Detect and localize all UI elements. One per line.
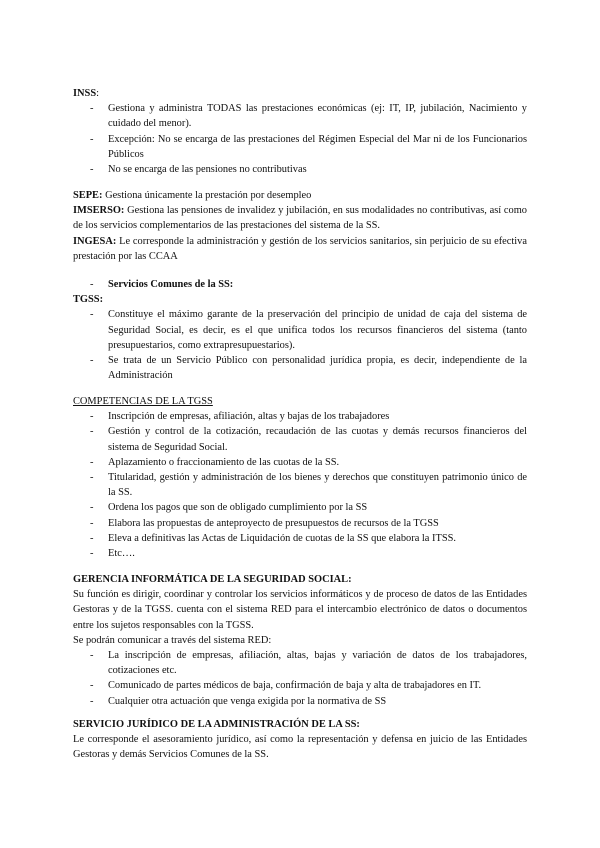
inss-section [73,86,527,177]
list-item: - Gestión y control de la cotización, recaudación de las cuotas y demás recursos financieros del sistema de Seguridad Social. [73,424,527,454]
competencias-list [73,409,527,561]
inss-colon: : [96,88,99,99]
list-item: - Excepción: No se encarga de las prestaciones del Régimen Especial del Mar ni de los Funcionarios Públicos [73,132,527,162]
gerencia-text-2: Se podrán comunicar a través del sistema RED: [73,634,272,646]
list-item: - Gestiona y administra TODAS las prestaciones económicas (ej: IT, IP, jubilación, Nacimiento y cuidado del menor). [73,101,527,131]
juridico-section [73,717,527,763]
list-item: - Ordena los pagos que son de obligado cumplimiento por la SS [73,500,527,515]
list-item: - Eleva a definitivas las Actas de Liquidación de cuotas de la SS que elabora la ITSS. [73,531,527,546]
list-item: - No se encarga de las pensiones no contributivas [73,162,527,177]
list-item: - Elabora las propuestas de anteproyecto de presupuestos de recursos de la TGSS [73,516,527,531]
sepe-text: Gestiona únicamente la prestación por desempleo [105,190,312,201]
list-item: - Cualquier otra actuación que venga exigida por la normativa de SS [73,694,527,709]
list-item: - Aplazamiento o fraccionamiento de las cuotas de la SS. [73,455,527,470]
ingesa-heading: INGESA: [73,235,117,247]
tgss-section [73,277,527,383]
sepe-paragraph [73,188,527,203]
ingesa-text: Le corresponde la administración y gestión de los servicios sanitarios, sin perjuicio de su efectiva prestación por las CCAA [73,235,527,262]
list-item: - Comunicado de partes médicos de baja, confirmación de baja y alta de trabajadores en IT. [73,678,527,693]
entities-section [73,188,527,264]
imserso-text: Gestiona las pensiones de invalidez y jubilación, en sus modalidades no contributivas, así como de los servicios complementarios de las prestaciones del sistema de la SS. [73,205,527,232]
juridico-text: Le corresponde el asesoramiento jurídico, así como la representación y defensa en juicio de las Entidades Gestoras y demás Servicios Comunes de la SS. [73,734,527,761]
list-item: - Inscripción de empresas, afiliación, altas y bajas de los trabajadores [73,409,527,424]
imserso-paragraph [73,203,527,233]
gerencia-section [73,572,527,709]
sepe-heading: SEPE: [73,190,103,201]
tgss-list [73,307,527,383]
list-item: - Constituye el máximo garante de la preservación del principio de unidad de caja del sistema de Seguridad Social, es decir, es el que unifica todos los recursos financieros del sistema (tanto presupuestarios, como extrapresupuestarios). [73,307,527,353]
gerencia-heading: GERENCIA INFORMÁTICA DE LA SEGURIDAD SOCIAL: [73,574,352,585]
ingesa-paragraph [73,234,527,264]
imserso-heading: IMSERSO: [73,205,125,217]
list-item: - Se trata de un Servicio Público con personalidad jurídica propia, es decir, independiente de la Administración [73,353,527,383]
tgss-heading: TGSS: [73,294,104,306]
gerencia-list [73,648,527,709]
competencias-heading: COMPETENCIAS DE LA TGSS [73,396,213,407]
juridico-heading: SERVICIO JURÍDICO DE LA ADMINISTRACIÓN DE LA SS: [73,719,360,730]
list-item: - La inscripción de empresas, afiliación, altas, bajas y variación de datos de los trabajadores, cotizaciones etc. [73,648,527,678]
competencias-section [73,394,527,561]
inss-heading: INSS [73,88,97,99]
list-item: - Titularidad, gestión y administración de los bienes y derechos que constituyen patrimonio único de la SS. [73,470,527,500]
list-item: - Etc…. [73,546,527,561]
gerencia-text: Su función es dirigir, coordinar y controlar los servicios informáticos y de proceso de datos de las Entidades Gestoras y de la TGSS. cuenta con el sistema RED para el intercambio electrónico de datos o documentos entre los sujetos responsables con la TGSS. [73,589,527,631]
inss-list [73,101,527,177]
servicios-comunes-heading: - Servicios Comunes de la SS: [73,277,527,292]
